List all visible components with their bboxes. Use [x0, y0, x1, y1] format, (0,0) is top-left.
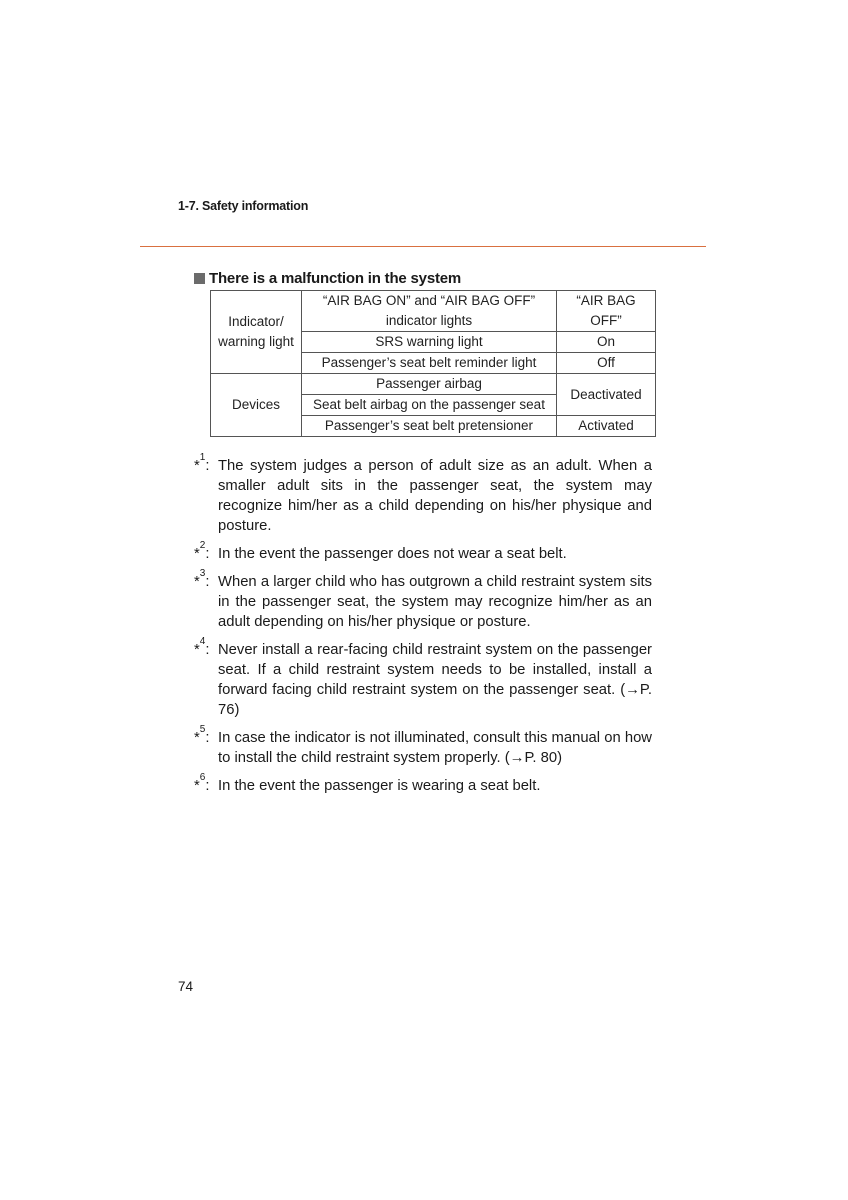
table-cell-item: “AIR BAG ON” and “AIR BAG OFF” indicator lights — [302, 291, 557, 332]
table-cell-item: Seat belt airbag on the passenger seat — [302, 395, 557, 416]
footnote-marker: *$^2$: — [194, 540, 210, 562]
footnote — [194, 568, 652, 632]
footnote-text: In the event the passenger does not wear a seat belt. — [218, 546, 567, 562]
footnote — [194, 540, 652, 564]
footnote-marker: *$^5$: — [194, 724, 210, 746]
table-cell-status: Off — [557, 353, 656, 374]
header-divider — [140, 246, 706, 247]
footnote-text: In case the indicator is not illuminated, consult this manual on how to install the child restraint system properly. (→P. 80) — [218, 730, 652, 766]
footnote-marker: *$^6$: — [194, 772, 210, 794]
table-cell-item: Passenger airbag — [302, 374, 557, 395]
footnote — [194, 724, 652, 768]
footnote-text: The system judges a person of adult size as an adult. When a smaller adult sits in the passenger seat, the system may recognize him/her as a child depending on his/her physique and posture. — [218, 458, 652, 534]
table-cell-status: Activated — [557, 416, 656, 437]
footnote-text: In the event the passenger is wearing a seat belt. — [218, 778, 541, 794]
table-cell-status: On — [557, 332, 656, 353]
section-heading-text: There is a malfunction in the system — [209, 270, 462, 287]
indicator-group-cell: Indicator/ warning light — [211, 291, 302, 374]
table-row — [211, 374, 656, 395]
page-number: 74 — [178, 979, 194, 994]
table-cell-item: Passenger’s seat belt pretensioner — [302, 416, 557, 437]
table-row — [211, 291, 656, 332]
table-cell-status: Deactivated — [557, 374, 656, 416]
footnote-text: When a larger child who has outgrown a child restraint system sits in the passenger seat, the system may recognize him/her as an adult depending on his/her physique or posture. — [218, 574, 652, 630]
section-heading — [194, 270, 461, 287]
table-cell-item: SRS warning light — [302, 332, 557, 353]
malfunction-status-table — [210, 290, 656, 437]
square-bullet-icon — [194, 273, 205, 284]
footnotes — [194, 452, 652, 804]
table-cell-status: “AIR BAG OFF” — [557, 291, 656, 332]
devices-group-cell: Devices — [211, 374, 302, 437]
footnote — [194, 636, 652, 720]
footnote — [194, 772, 652, 796]
footnote-marker: *$^3$: — [194, 568, 210, 590]
footnote — [194, 452, 652, 536]
footnote-text: Never install a rear-facing child restraint system on the passenger seat. If a child restraint system needs to be installed, install a forward facing child restraint system on the passenger seat. (→P. 76) — [218, 642, 652, 718]
footnote-marker: *$^4$: — [194, 636, 210, 658]
footnote-marker: *$^1$: — [194, 452, 210, 474]
breadcrumb: 1-7. Safety information — [178, 199, 309, 213]
table-cell-item: Passenger’s seat belt reminder light — [302, 353, 557, 374]
